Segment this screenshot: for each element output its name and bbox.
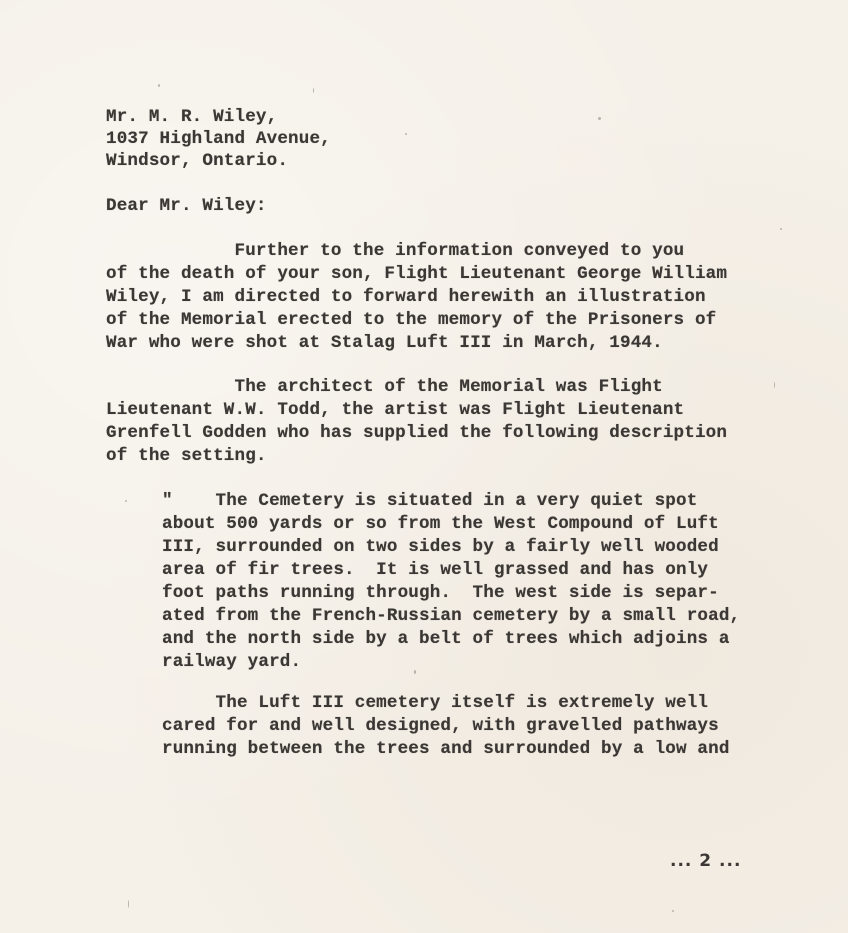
quote-line: " The Cemetery is situated in a very quiet spot xyxy=(162,491,698,511)
paragraph-line: Further to the information conveyed to you xyxy=(106,241,685,261)
quote-line: cared for and well designed, with gravelled pathways xyxy=(162,716,719,736)
paper-speck xyxy=(672,910,674,912)
quote-line: ated from the French-Russian cemetery by a small road, xyxy=(162,606,741,626)
paper-speck xyxy=(774,382,775,388)
paragraph-line: War who were shot at Stalag Luft III in March, 1944. xyxy=(106,333,663,353)
quote-line: III, surrounded on two sides by a fairly well wooded xyxy=(162,537,719,557)
paragraph-line: of the setting. xyxy=(106,446,267,466)
paper-speck xyxy=(414,670,416,674)
paragraph-line: The architect of the Memorial was Flight xyxy=(106,377,663,397)
page-continuation-marker: ... 2 ... xyxy=(670,851,742,871)
quote-line: The Luft III cemetery itself is extremely well xyxy=(162,693,709,713)
address-line-name: Mr. M. R. Wiley, xyxy=(106,107,278,127)
quote-line: railway yard. xyxy=(162,652,302,672)
paragraph-line: of the Memorial erected to the memory of the Prisoners of xyxy=(106,310,717,330)
paper-speck xyxy=(158,84,160,87)
paragraph-line: of the death of your son, Flight Lieutenant George William xyxy=(106,264,728,284)
quote-line: area of fir trees. It is well grassed and has only xyxy=(162,560,709,580)
quote-line: and the north side by a belt of trees which adjoins a xyxy=(162,629,730,649)
paper-speck xyxy=(313,88,314,93)
quote-line: about 500 yards or so from the West Compound of Luft xyxy=(162,514,719,534)
quote-line: running between the trees and surrounded by a low and xyxy=(162,739,730,759)
paragraph-line: Wiley, I am directed to forward herewith an illustration xyxy=(106,287,706,307)
salutation: Dear Mr. Wiley: xyxy=(106,196,267,216)
address-line-city: Windsor, Ontario. xyxy=(106,151,289,171)
paper-speck xyxy=(405,133,407,135)
paragraph-line: Grenfell Godden who has supplied the following description xyxy=(106,423,728,443)
paper-speck xyxy=(598,117,601,120)
paper-speck xyxy=(128,900,129,908)
quote-line: foot paths running through. The west side is separ- xyxy=(162,583,719,603)
paper-speck xyxy=(780,228,782,230)
paper-speck xyxy=(125,500,127,502)
address-line-street: 1037 Highland Avenue, xyxy=(106,129,331,149)
paragraph-line: Lieutenant W.W. Todd, the artist was Flight Lieutenant xyxy=(106,400,685,420)
